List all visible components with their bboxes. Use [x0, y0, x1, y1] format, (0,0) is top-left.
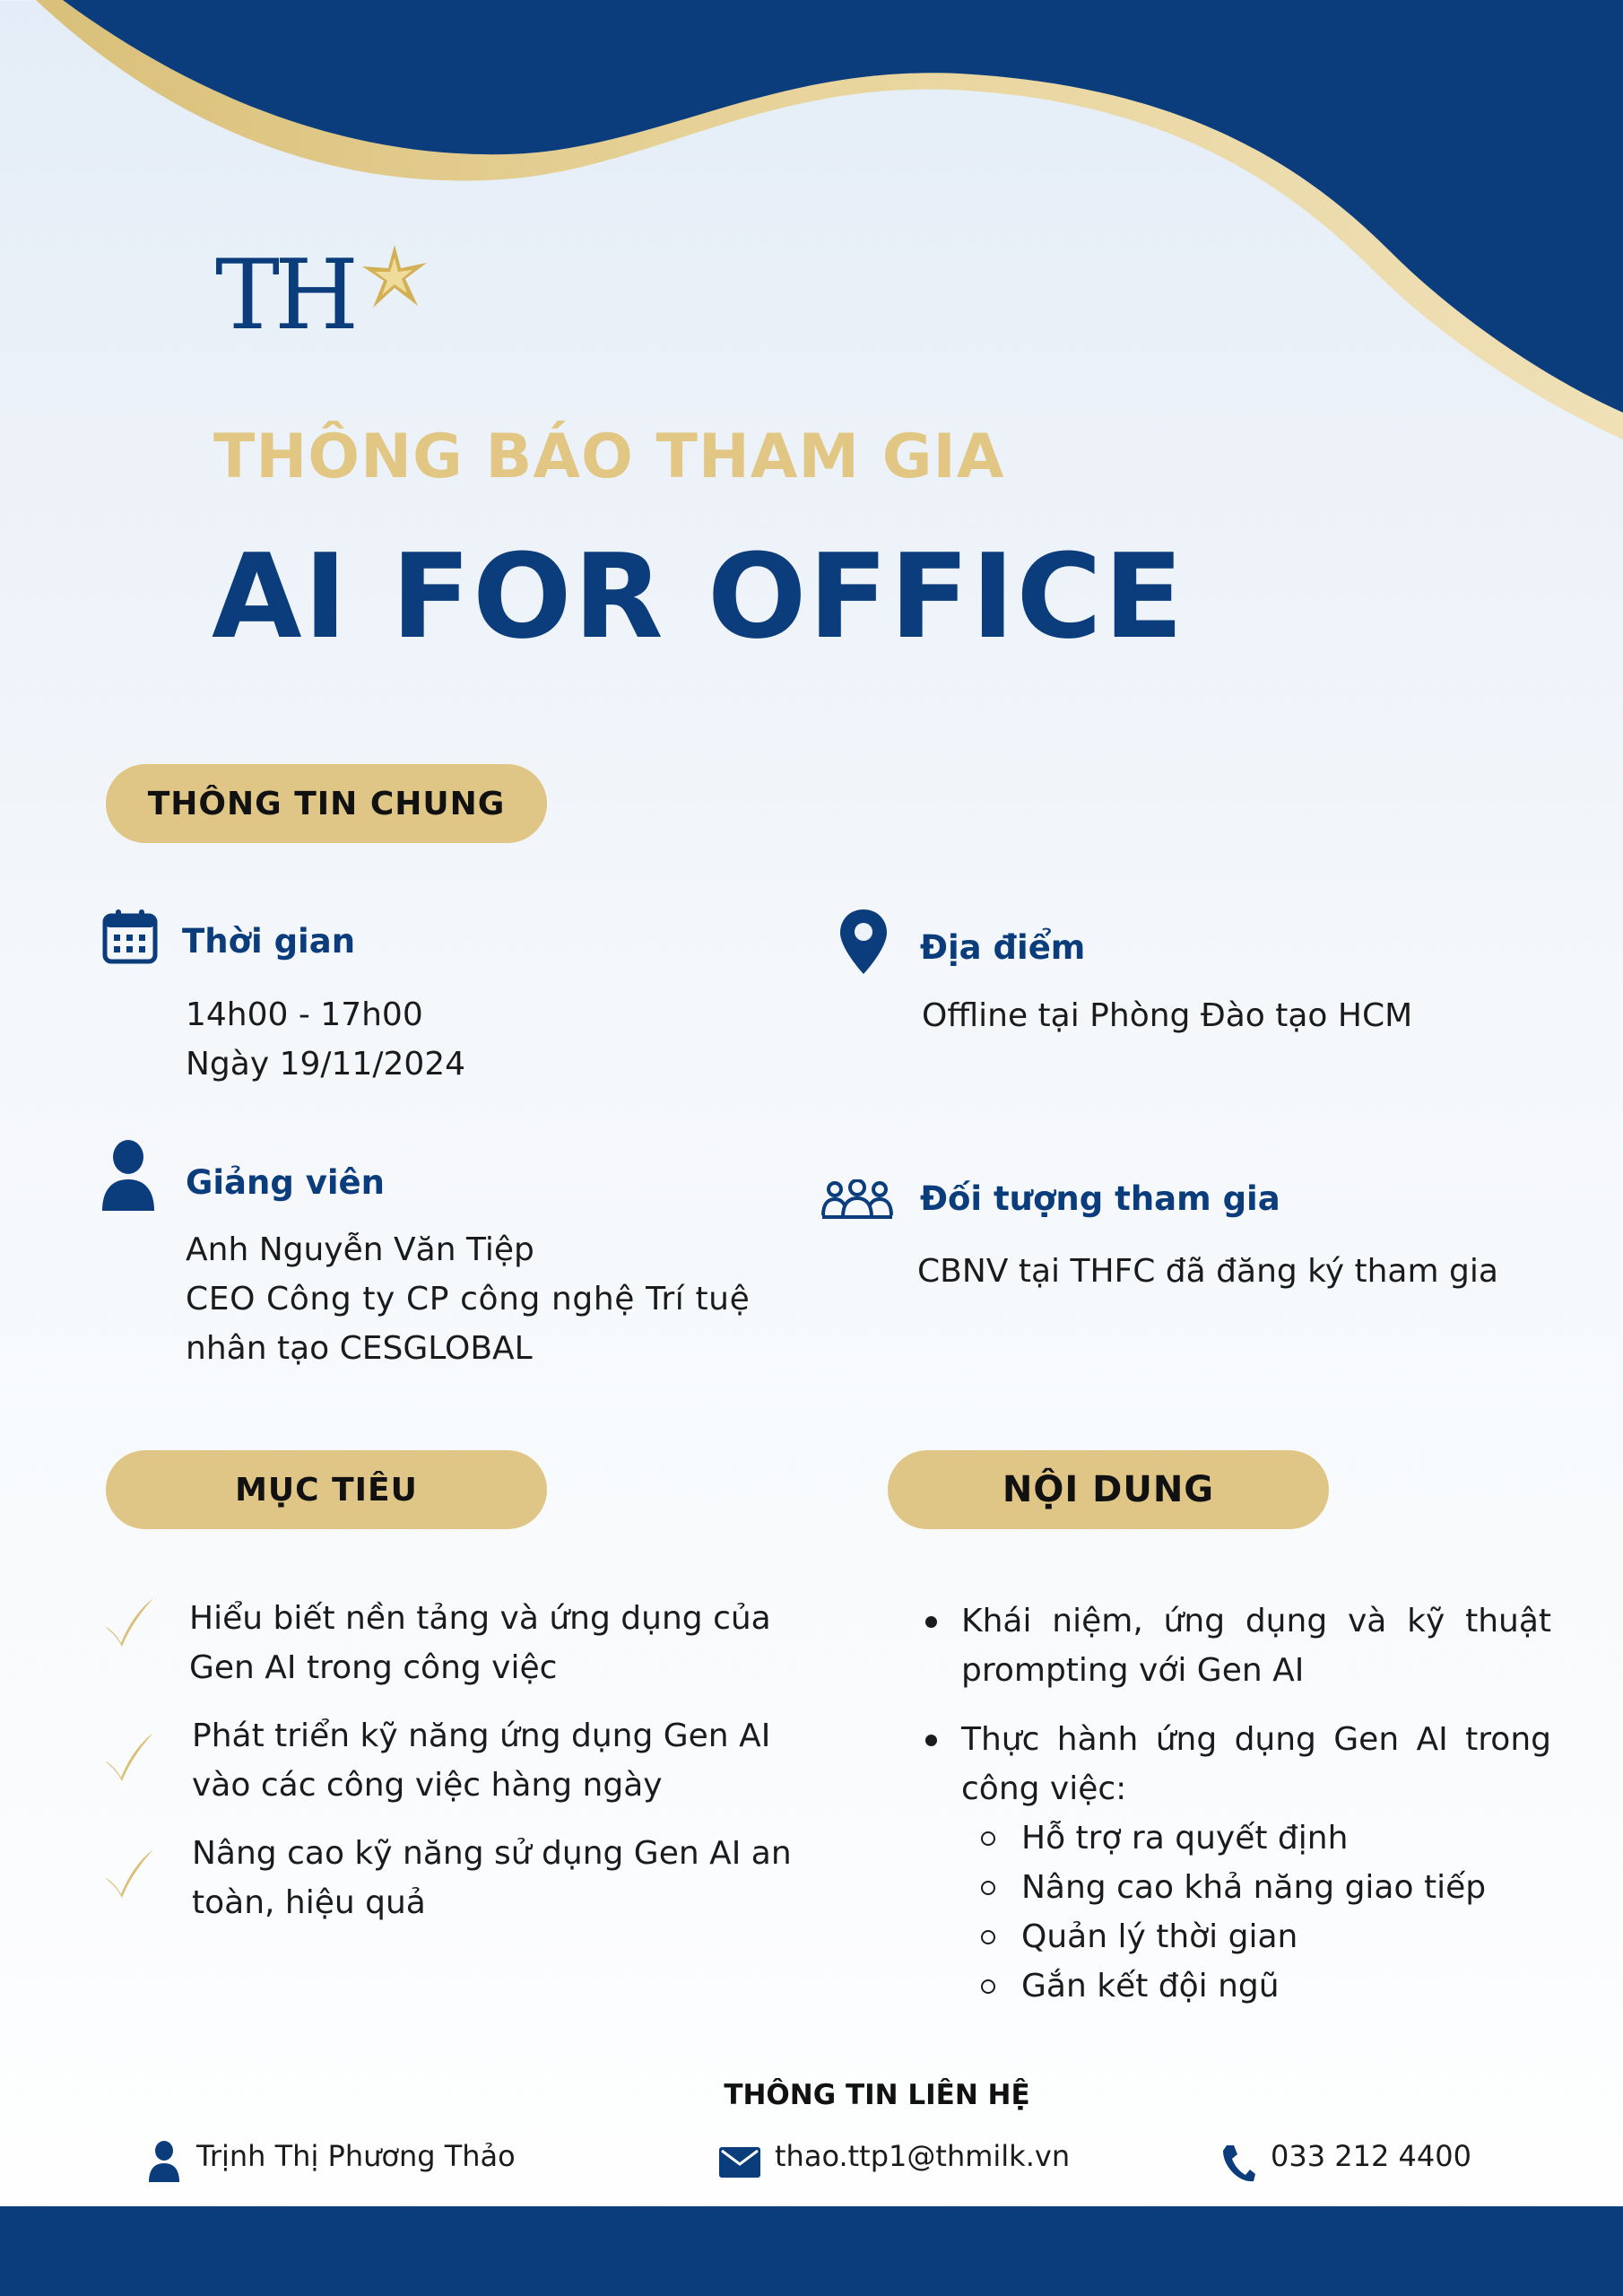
location-text: Offline tại Phòng Đào tạo HCM	[922, 997, 1413, 1034]
objective-item-3	[192, 1829, 792, 1927]
content-subitem-1: Hỗ trợ ra quyết định	[961, 1813, 1551, 1863]
objective-2-line1: Phát triển kỹ năng ứng dụng Gen AI	[192, 1718, 771, 1754]
audience-text: CBNV tại THFC đã đăng ký tham gia	[917, 1253, 1498, 1290]
content-sublist	[961, 1813, 1551, 2011]
contact-email[interactable]: thao.ttp1@thmilk.vn	[775, 2139, 1071, 2173]
check-icon	[101, 1729, 157, 1785]
map-pin-icon	[838, 908, 889, 976]
star-icon	[359, 241, 430, 313]
th-logo	[215, 238, 430, 354]
instructor-name: Anh Nguyễn Văn Tiệp	[186, 1231, 534, 1268]
contact-title: THÔNG TIN LIÊN HỆ	[724, 2079, 1030, 2111]
time-title: Thời gian	[182, 922, 356, 961]
phone-icon	[1221, 2144, 1255, 2183]
content-subitem-2: Nâng cao khả năng giao tiếp	[961, 1863, 1551, 1912]
contact-phone[interactable]: 033 212 4400	[1271, 2139, 1471, 2173]
contact-name: Trịnh Thị Phương Thảo	[196, 2139, 516, 2173]
person-icon	[100, 1139, 156, 1213]
general-info-label-text: THÔNG TIN CHUNG	[147, 785, 506, 822]
content-subitem-4: Gắn kết đội ngũ	[961, 1961, 1551, 2011]
content-subitem-3: Quản lý thời gian	[961, 1912, 1551, 1961]
objective-1-line1: Hiểu biết nền tảng và ứng dụng của	[189, 1600, 771, 1637]
objective-3-line1: Nâng cao kỹ năng sử dụng Gen AI an	[192, 1835, 792, 1872]
location-title: Địa điểm	[920, 928, 1086, 967]
logo-text: TH	[215, 239, 354, 352]
objective-item-2	[192, 1711, 770, 1810]
objective-2-line2: vào các công việc hàng ngày	[192, 1767, 663, 1804]
time-hours: 14h00 - 17h00	[186, 996, 423, 1033]
person-icon	[148, 2141, 180, 2182]
objective-3-line2: toàn, hiệu quả	[192, 1884, 426, 1921]
general-info-label	[106, 764, 547, 843]
footer-bar	[0, 2206, 1623, 2296]
check-icon	[101, 1595, 157, 1650]
content-label	[888, 1450, 1329, 1529]
objective-1-line2: Gen AI trong công việc	[189, 1649, 558, 1686]
mail-icon	[719, 2147, 760, 2178]
objectives-label	[106, 1450, 547, 1529]
time-date: Ngày 19/11/2024	[186, 1046, 466, 1083]
main-title: AI FOR OFFICE	[212, 528, 1185, 665]
content-item-2	[915, 1715, 1551, 2011]
instructor-title: Giảng viên	[186, 1163, 385, 1202]
group-icon	[820, 1179, 894, 1219]
content-item-1-text: Khái niệm, ứng dụng và kỹ thuật prompting với Gen AI	[961, 1603, 1551, 1689]
content-list	[915, 1596, 1551, 2031]
instructor-role-line1: CEO Công ty CP công nghệ Trí tuệ	[186, 1281, 751, 1318]
header-wave-decoration	[0, 0, 1623, 466]
objectives-label-text: MỤC TIÊU	[235, 1471, 418, 1509]
audience-title: Đối tượng tham gia	[920, 1179, 1280, 1218]
content-item-2-text: Thực hành ứng dụng Gen AI trong công việc:	[961, 1721, 1551, 1807]
calendar-icon	[101, 908, 159, 965]
pre-title: THÔNG BÁO THAM GIA	[213, 422, 1005, 492]
content-item-1	[915, 1596, 1551, 1695]
objective-item-1	[189, 1594, 771, 1692]
content-label-text: NỘI DUNG	[1002, 1469, 1215, 1510]
instructor-role-line2: nhân tạo CESGLOBAL	[186, 1330, 533, 1367]
check-icon	[101, 1846, 157, 1901]
